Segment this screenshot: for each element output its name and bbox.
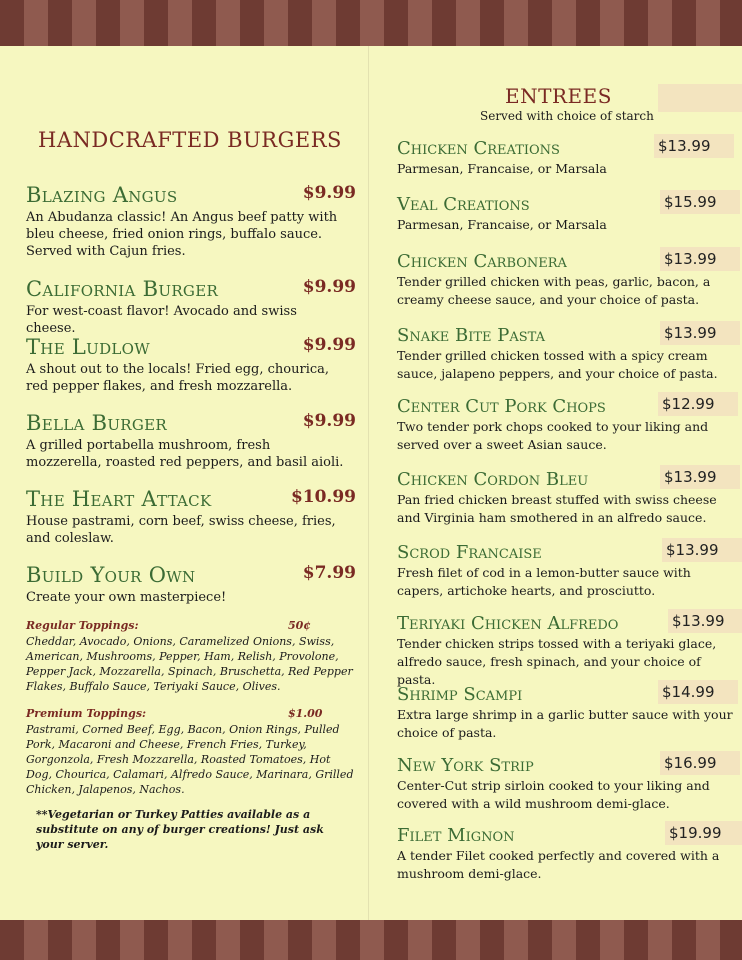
price-box-blank	[658, 84, 742, 112]
burger-description: A grilled portabella mushroom, fresh mozzerella, roasted red peppers, and basil aioli.	[26, 438, 344, 470]
premium-toppings-label: Premium Toppings:	[26, 707, 147, 720]
burger-name: The Heart Attack	[26, 487, 212, 511]
burger-description: An Abudanza classic! An Angus beef patty with bleu cheese, fried onion rings, buffalo sauce. Served with Cajun fries.	[26, 210, 338, 259]
burger-price: $10.99	[290, 487, 356, 507]
burgers-heading: HANDCRAFTED BURGERS	[38, 128, 342, 152]
burger-description: For west-coast flavor! Avocado and swiss cheese.	[26, 304, 297, 336]
entree-name: Chicken Cordon Bleu	[397, 469, 589, 490]
entree-description: Tender grilled chicken tossed with a spicy cream sauce, jalapeno peppers, and your choice of pasta.	[397, 348, 718, 381]
premium-toppings-price: $1.00	[288, 707, 323, 720]
entree-price: $13.99	[660, 321, 740, 345]
burger-name: California Burger	[26, 277, 219, 301]
burger-price: $9.99	[302, 183, 356, 203]
burger-description: House pastrami, corn beef, swiss cheese, fries, and coleslaw.	[26, 514, 336, 546]
entree-price: $16.99	[660, 751, 740, 775]
bottom-border-stripe	[0, 920, 742, 960]
entree-name: Teriyaki Chicken Alfredo	[397, 613, 619, 634]
burger-price: $7.99	[302, 563, 356, 583]
entree-price: $15.99	[660, 190, 740, 214]
entree-description: Parmesan, Francaise, or Marsala	[397, 217, 607, 232]
entrees-heading: ENTREES	[505, 84, 612, 108]
entree-name: Scrod Francaise	[397, 542, 542, 563]
burger-name: Blazing Angus	[26, 183, 178, 207]
burger-price: $9.99	[302, 335, 356, 355]
regular-toppings-list: Cheddar, Avocado, Onions, Caramelized Onions, Swiss, American, Mushrooms, Pepper, Ham, Relish, Provolone, Pepper Jack, Mozzarella, Spinach, Bruschetta, Red Pepper Flakes, Buffalo Sauce, Teriyaki Sauce, Olives.	[26, 635, 353, 693]
burger-price: $9.99	[302, 277, 356, 297]
entree-name: Chicken Carbonera	[397, 251, 567, 272]
entree-description: Parmesan, Francaise, or Marsala	[397, 161, 607, 176]
entree-description: Tender grilled chicken with peas, garlic, bacon, a creamy cheese sauce, and your choice of pasta.	[397, 274, 711, 307]
regular-toppings-price: 50¢	[288, 619, 311, 632]
entree-name: Veal Creations	[397, 194, 530, 215]
menu-fold-line	[368, 46, 369, 920]
entree-name: Snake Bite Pasta	[397, 325, 546, 346]
entree-name: Chicken Creations	[397, 138, 560, 159]
burger-description: Create your own masterpiece!	[26, 590, 227, 605]
burger-name: Build Your Own	[26, 563, 196, 587]
burger-price: $9.99	[302, 411, 356, 431]
entree-description: Center-Cut strip sirloin cooked to your liking and covered with a wild mushroom demi-glace.	[397, 778, 710, 811]
entree-price: $13.99	[662, 538, 742, 562]
entree-price: $13.99	[660, 247, 740, 271]
burger-description: A shout out to the locals! Fried egg, chourica, red pepper flakes, and fresh mozzarella.	[26, 362, 330, 394]
entree-description: Two tender pork chops cooked to your liking and served over a sweet Asian sauce.	[397, 419, 709, 452]
entree-price: $14.99	[658, 680, 738, 704]
patty-substitute-note: **Vegetarian or Turkey Patties available as a substitute on any of burger creations! Just ask your server.	[36, 808, 324, 851]
entree-name: Shrimp Scampi	[397, 684, 523, 705]
top-border-stripe	[0, 0, 742, 46]
entree-price: $13.99	[660, 465, 740, 489]
entree-price: $13.99	[654, 134, 734, 158]
entree-description: Tender chicken strips tossed with a teriyaki glace, alfredo sauce, fresh spinach, and your choice of pasta.	[397, 636, 717, 687]
entree-price: $13.99	[668, 609, 742, 633]
entree-price: $12.99	[658, 392, 738, 416]
entree-description: Pan fried chicken breast stuffed with swiss cheese and Virginia ham smothered in an alfredo sauce.	[397, 492, 717, 525]
entree-description: A tender Filet cooked perfectly and covered with a mushroom demi-glace.	[397, 848, 720, 881]
entree-name: Filet Mignon	[397, 825, 515, 846]
entrees-subtitle: Served with choice of starch	[480, 109, 654, 123]
entree-description: Fresh filet of cod in a lemon-butter sauce with capers, artichoke hearts, and prosciutto.	[397, 565, 691, 598]
burger-name: The Ludlow	[26, 335, 151, 359]
burger-name: Bella Burger	[26, 411, 168, 435]
entree-price: $19.99	[665, 821, 742, 845]
entree-description: Extra large shrimp in a garlic butter sauce with your choice of pasta.	[397, 707, 733, 740]
regular-toppings-label: Regular Toppings:	[26, 619, 139, 632]
entree-name: Center Cut Pork Chops	[397, 396, 606, 417]
entree-name: New York Strip	[397, 755, 534, 776]
premium-toppings-list: Pastrami, Corned Beef, Egg, Bacon, Onion Rings, Pulled Pork, Macaroni and Cheese, French Fries, Turkey, Gorgonzola, Fresh Mozzarella, Roasted Tomatoes, Hot Dog, Chourica, Calamari, Alfredo Sauce, Marinara, Grilled Chicken, Jalapenos, Nachos.	[26, 723, 354, 796]
